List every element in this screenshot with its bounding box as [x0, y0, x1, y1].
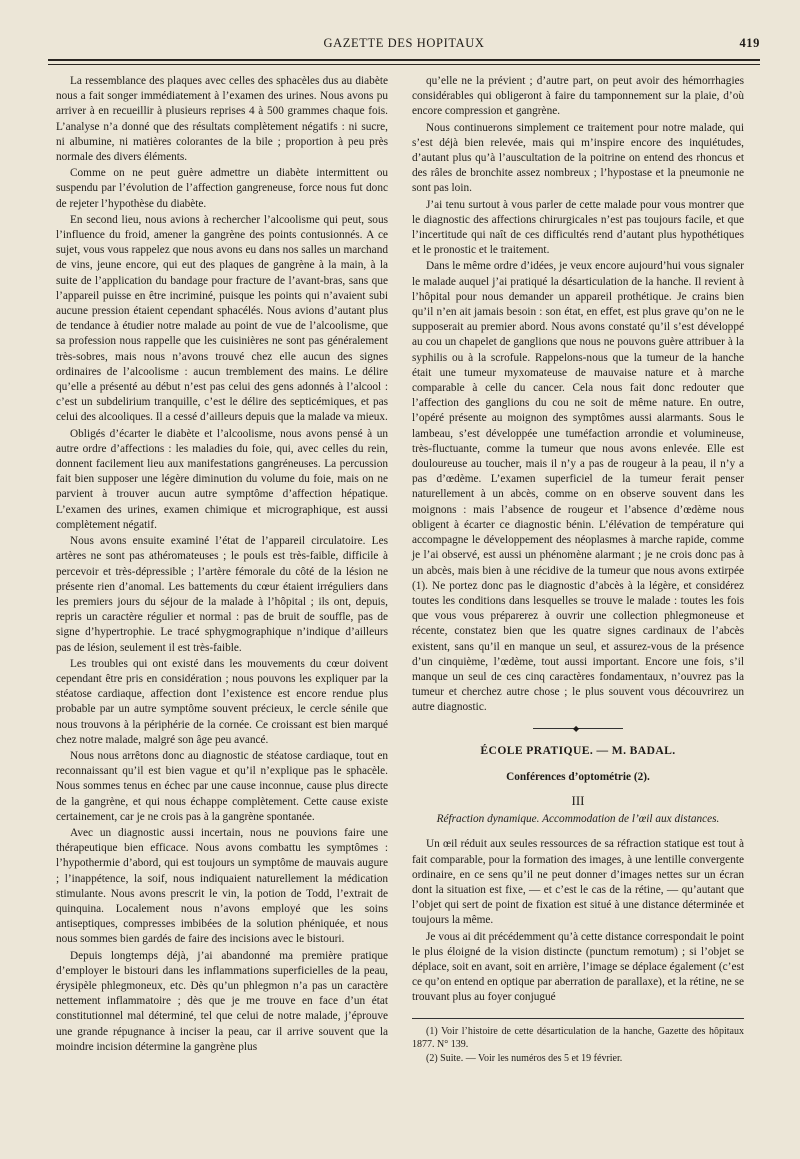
- paragraph: Nous avons ensuite examiné l’état de l’appareil circulatoire. Les artères ne sont pas athéromateuses ; le pouls est très-faible, difficile à percevoir et très-dépressible ; l’artère fémorale du côté de la lésion ne présente rien d’anomal. Les battements du cœur étaient irréguliers dans les premiers jours du séjour de la malade à l’hôpital ; ils ont, depuis, repris un caractère régulier et normal : pas de bruit de souffle, pas de signe d’hypertrophie. Le tracé sphygmographique n’indique d’ailleurs pas de lésion, seulement il est très-faible.: [56, 535, 388, 654]
- paragraph: Les troubles qui ont existé dans les mouvements du cœur doivent cependant être pris en considération ; nous pouvons les expliquer par la stéatose cardiaque, affection dont l’existence est encore rendue plus probable par un autre symptôme souvent précieux, le cercle sénile que nous trouvons à la périphérie de la cornée. Ce croissant est bien marqué chez notre malade, malgré son âge peu avancé.: [56, 657, 388, 746]
- section-heading: ÉCOLE PRATIQUE. — M. BADAL.: [480, 743, 676, 757]
- header-rule-thin: [48, 64, 760, 65]
- chapter-number: III: [571, 792, 585, 808]
- header-rule-thick: [48, 59, 760, 61]
- footnote-rule: [412, 1018, 744, 1019]
- paragraph: En second lieu, nous avions à rechercher l’alcoolisme qui peut, sous l’influence du froid, amener la gangrène des points contusionnés. A ce sujet, vous vous rappelez que nous avons eu dans nos salles un marchand de vins, jeune encore, qui eut des plaques de gangrène à la main, à la suite de l’application du bandage pour fracture de l’avant-bras, sans que l’appareil puisse en être incriminé, puisque les points qui n’avaient subi aucune pression étaient cependant sphacélés. Nous avions d’autant plus de tendance à étudier notre malade au point de vue de l’alcoolisme, que sa profession nous rappelle que les cuisinières ne sont pas généralement très-sobres, mais nous n’avons trouvé chez elle aucun des signes ordinaires de l’alcoolisme : aucun tremblement des mains. Le délire qu’elle a présenté au début n’est pas celui des gens adonnés à l’alcool : c’est un subdelirium tranquille, c’est le délire des septicémiques, et pas celui des alcooliques. Il a cessé d’ailleurs depuis que la malade va mieux.: [56, 213, 388, 424]
- section-separator: [533, 728, 623, 729]
- paragraph: Dans le même ordre d’idées, je veux encore aujourd’hui vous signaler le malade auquel j’ai pratiqué la désarticulation de la hanche. Il revient à l’hôpital pour nous demander un appareil prothétique. Je crains bien qu’il n’en ait jamais besoin : son état, en effet, est plus grave qu’on ne le supposerait au premier abord. Nous avons constaté qu’il s’est développé au cou un chapelet de ganglions que nous ne pouvons guère attribuer à la syphilis ou à la scrofule. Rappelons-nous que la tumeur de la hanche était une tumeur myxomateuse de mauvaise nature et à marche comparable à celle du cancer. Cela nous fait donc redouter que l’affection des ganglions du cou ne soit de même nature. En outre, l’opéré présente au moignon des symptômes aussi alarmants. Sous le lambeau, s’est développée une tuméfaction arrondie et volumineuse, très-fluctuante, comme la tumeur que nous avons enlevée. Elle est douloureuse au toucher, mais il n’y a pas de rougeur à la peau, il n’y a pas d’œdème. L’examen superficiel de la tumeur ferait penser naturellement à un abcès, comme on en observe souvent dans les moignons : mais l’absence de rougeur et l’absence d’œdème nous obligent à écarter ce diagnostic bénin. L’élévation de température qui accompagne le développement des néoplasmes à marche rapide, comme je l’ai observé, est aussi un phénomène alarmant ; je ne crois donc pas à un abcès, mais bien à une récidive de la tumeur que nous avons extirpée (1). Ne portez donc pas le diagnostic d’abcès à la légère, et considérez toutes les conditions dans lesquelles se trouve le malade : toutes les fois que vous vous préparerez à ouvrir une collection phlegmoneuse et récente, constatez bien que les quatre signes cardinaux de l’abcès existent, sans qu’il en manque un seul, et assurez-vous de la présence d’un cinquième, l’œdème, tout aussi important. Encore une fois, s’il manque un seul de ces cinq caractères fondamentaux, n’ouvrez pas la tumeur et cherchez autre chose ; le plus souvent vous découvrirez un autre diagnostic.: [412, 260, 744, 714]
- footnote: (1) Voir l’histoire de cette désarticulation de la hanche, Gazette des hôpitaux 1877. N° 139.: [412, 1025, 744, 1050]
- paragraph: Comme on ne peut guère admettre un diabète intermittent ou suspendu par l’évolution de l’affection gangreneuse, force nous fut donc de rejeter l’hypothèse du diabète.: [56, 167, 388, 210]
- right-column: [412, 74, 744, 1065]
- footnote: (2) Suite. — Voir les numéros des 5 et 19 février.: [426, 1052, 623, 1064]
- journal-title: GAZETTE DES HOPITAUX: [323, 36, 485, 50]
- paragraph: Un œil réduit aux seules ressources de sa réfraction statique est tout à fait comparable, pour la formation des images, à une lentille convergente ordinaire, en ce sens qu’il ne peut donner d’images nettes sur un écran dont la situation est fixe, — et c’est le cas de la rétine, — qu’autant que l’objet qui sert de point de fixation est situé à une distance déterminée et toujours la même.: [412, 838, 744, 927]
- paragraph: Nous nous arrêtons donc au diagnostic de stéatose cardiaque, tout en reconnaissant qu’il est bien vague et qu’il n’explique pas le sphacèle. Nous sommes tenus en échec par une cause inconnue, cause plus directe de la gangrène, et qui nous échappe complètement. Cette cause existe certainement, car je ne crois pas à la gangrène spontanée.: [56, 749, 388, 823]
- paragraph: Je vous ai dit précédemment qu’à cette distance correspondait le point le plus éloigné de la vision distincte (punctum remotum) ; si l’objet se déplace, soit en avant, soit en arrière, l’image se déplace également (c’est ce qu’on entend en optique par aberration de parallaxe), et la rétine, ne se trouvant plus au foyer conjugué: [412, 930, 744, 1004]
- paragraph: La ressemblance des plaques avec celles des sphacèles dus au diabète nous a fait songer immédiatement à l’examen des urines. Nous avons pu arriver à en recueillir à plusieurs reprises 4 à 500 grammes chaque fois. L’analyse n’a donné que des résultats complètement négatifs : ni sucre, ni albumine, ni matières colorantes de la bile ; proportion à peu près normale des divers éléments.: [56, 75, 388, 164]
- paragraph: Obligés d’écarter le diabète et l’alcoolisme, nous avons pensé à un autre ordre d’affections : les maladies du foie, qui, avec celles du rein, donnent facilement lieu aux manifestations gangréneuses. La percussion fait bien supposer une légère diminution du volume du foie, mais on ne parvient à trouver aucun autre symptôme d’affection hépatique. L’examen des urines, examen chimique et micrographique, est aussi complètement négatif.: [56, 427, 388, 531]
- paragraph: Avec un diagnostic aussi incertain, nous ne pouvions faire une thérapeutique bien efficace. Nous avons combattu les symptômes : l’hypothermie d’abord, qui est toujours un symptôme de mauvais augure ; l’inappétence, la soif, nous indiquaient naturellement la médication stimulante. Nous avons prescrit le vin, la potion de Todd, l’extrait de quinquina. Localement nous n’avons employé que les soins antiseptiques, compresses imbibées de la solution phéniquée, et nous nous sommes bien gardés de faire des incisions avec le bistouri.: [56, 826, 388, 946]
- paragraph: Depuis longtemps déjà, j’ai abandonné ma première pratique d’employer le bistouri dans les inflammations superficielles de la peau, érysipèle phlegmoneux, etc. Dès qu’un phlegmon n’a pas un caractère nettement inflammatoire ; dès que je me trouve en face d’un état constitutionnel mal déterminé, tel que celui de notre malade, j’éprouve une grande répugnance à inciser la peau, car il arrive souvent que la moindre incision détermine la gangrène plus: [56, 949, 388, 1053]
- left-column: [56, 74, 388, 1055]
- paragraph: Nous continuerons simplement ce traitement pour notre malade, qui s’est déjà bien relevée, mais qui m’inspire encore des inquiétudes, d’autant plus qu’à l’auscultation de la poitrine on entend des rhoncus et des râles de bronchite assez nombreux ; l’hypostase et la pneumonie ne sont pas loin.: [412, 121, 744, 195]
- chapter-subtitle: Réfraction dynamique. Accommodation de l’œil aux distances.: [436, 813, 720, 826]
- paragraph: qu’elle ne la prévient ; d’autre part, on peut avoir des hémorrhagies considérables qui obligeront à faire du tamponnement sur la plaie, d’où encore compression et gangrène.: [412, 75, 744, 118]
- page-header: [48, 36, 760, 54]
- page-number: 419: [739, 36, 760, 50]
- paragraph: J’ai tenu surtout à vous parler de cette malade pour vous montrer que le diagnostic des affections chirurgicales n’est pas toujours facile, et que l’incertitude qui naît de ces difficultés rend d’autant plus hypothétiques et le pronostic et le traitement.: [412, 198, 744, 257]
- section-subheading: Conférences d’optométrie (2).: [506, 770, 650, 783]
